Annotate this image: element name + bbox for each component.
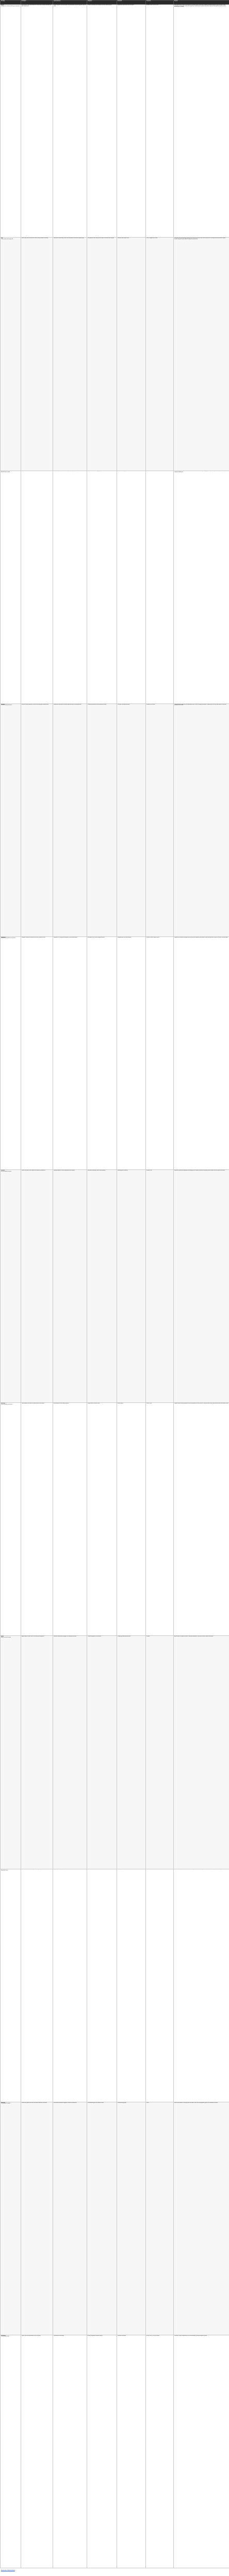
cell-framework: EU AI Act [146, 1636, 174, 1869]
cell-life-stage [1, 2335, 21, 2568]
cell-remarks: Provide clear information to deployers and end users about capabilities and limitations. Human oversight must be effective in practice, not only on paper. [174, 936, 229, 1169]
stage-title: Development [1, 471, 6, 472]
header-life-stage: Life stage [1, 1, 21, 5]
stage-title: Design [1, 5, 4, 6]
cell-framework: GDPR [146, 2102, 174, 2335]
cell-description: Withdraw the system from service and handle residual data and models. [21, 2102, 53, 2335]
stage-title: Audit [1, 1869, 3, 1870]
cell-life-stage [1, 2102, 21, 2335]
cell-life-stage [1, 1403, 21, 1636]
cell-deliverable: Model card; training logs. [117, 471, 146, 704]
stage-note: Modify or retrain the system [1, 1637, 11, 1638]
cell-life-stage [1, 1636, 21, 1869]
cell-deliverable: Governance framework. [117, 2335, 146, 2568]
cell-framework: EU AI Act; Product Liability Directive [146, 936, 174, 1169]
cell-legal: Accountability for harms; liability exposure. [53, 1403, 87, 1636]
cell-description: Operate the system in real conditions and maintain its performance. [21, 1170, 53, 1403]
cell-description: Source, label, clean and store data used for training, validation and testing. [21, 238, 53, 471]
cell-life-stage [1, 238, 21, 471]
cell-remarks: Data quality and representativeness directly affect fairness and accuracy. Keep records of provenance, licensing and any transformations applied. Sensitive categories require additional safeguards and justification. [174, 238, 229, 471]
stage-title: Data [1, 238, 3, 239]
cell-legal: Registration, CE marking where applicable, user information duties. [53, 936, 87, 1169]
cell-legal: Lawful basis for processing, consent, data minimization and intellectual property rights. [53, 238, 87, 471]
table-row [1, 704, 229, 936]
table-row [1, 238, 229, 471]
cell-deliverable: Monitoring plan; incident log. [117, 1170, 146, 1403]
header-remarks: Remarks [174, 1, 229, 5]
cell-description: Select architecture, train and tune models, and document technical choices. [21, 471, 53, 704]
cell-legal: Demonstrate conformity with essential requirements prior to market placement. [53, 704, 87, 936]
stage-title: Deployment [1, 937, 6, 938]
cell-obligations: Technical documentation; logging capabilities built in. [87, 471, 117, 704]
cell-life-stage [1, 936, 21, 1169]
cell-remarks: Testing should cover edge cases and foreseeable misuse. Where a third-party assessment is required, plan for it early. Keep evidence of every test performed and its results. [174, 704, 229, 936]
table-row [1, 471, 229, 704]
cell-obligations: Conduct a preliminary risk assessment; document intended purpose. [87, 5, 117, 238]
stage-note: Decommission the system [1, 2103, 11, 2104]
table-row [1, 2102, 229, 2335]
cell-remarks: Feedback loops should be designed so that affected persons can raise concerns. Corrective actions must be documented and their effectiveness verified. [174, 1403, 229, 1636]
cell-obligations: Post-market monitoring; serious incident reporting. [87, 1170, 117, 1403]
header-legal: Legal implications [53, 1, 87, 5]
cell-remarks: Document hyperparameters, datasets and evaluation methods. Build traceability and logging into the system design so that outputs can be explained and audited after deployment. [174, 471, 229, 704]
header-description: Description [21, 1, 53, 5]
cell-obligations: Maintain audit trail; cooperate with authorities. [87, 1869, 117, 2102]
cell-obligations: Data governance plan; data protection impact assessment where required. [87, 238, 117, 471]
stage-note: Cross-cutting oversight [1, 2336, 9, 2337]
cell-life-stage [1, 471, 21, 704]
cell-obligations: Change management; re-assessment. [87, 1636, 117, 1869]
cell-obligations: Conformity assessment; bias and robustness testing. [87, 704, 117, 936]
stage-note: Release into the production environment [1, 938, 15, 939]
cell-legal: Organizational accountability. [53, 2335, 87, 2568]
stage-title: Operation [1, 1170, 5, 1171]
cell-framework: ISO/IEC 42001; OECD AI Principles [146, 2335, 174, 2568]
table-row [1, 1403, 229, 1636]
stage-title: Monitoring [1, 1403, 5, 1404]
cell-framework: ISO/IEC 42001; EU AI Act [146, 1869, 174, 2102]
cell-framework: EU AI Act; ISO/IEC 23894 [146, 471, 174, 704]
cell-description: Define purpose, scope and intended use of the AI system, identify stakeholders and gather requirements. [21, 5, 53, 238]
cell-deliverable: Test report; conformity declaration. [117, 704, 146, 936]
cell-life-stage [1, 704, 21, 936]
cell-framework: ISO/IEC 42001 [146, 1403, 174, 1636]
cell-description: Integrate the system into operations and make it available to users. [21, 936, 53, 1169]
header-obligations: Obligations [87, 1, 117, 5]
cell-deliverable: Review reports. [117, 1403, 146, 1636]
header-framework: Framework [146, 1, 174, 5]
cell-framework: GDPR; Copyright law; Data Act [146, 238, 174, 471]
cell-remarks: Ensure secure deletion or archiving of data and models. Inform users and dependent systems of the withdrawal in advance. [174, 2102, 229, 2335]
stage-title: Update [1, 1636, 4, 1637]
cell-remarks: Early-stage decisions shape the legal exposure of the whole lifecycle; involve legal, compliance and domain experts as early as possible. Record assumptions and rationale so they can be reviewed later. Identify whether the system may qualify as high-risk under applicable regulation and plan documentation accordingly. [174, 5, 229, 238]
cell-legal: Ongoing compliance, incident reporting and record keeping. [53, 1170, 87, 1403]
cell-life-stage [1, 5, 21, 238]
stage-title: Retirement [1, 2102, 6, 2103]
cell-obligations: Instructions for use; human oversight measures. [87, 936, 117, 1169]
cell-life-stage [1, 1869, 21, 2102]
cell-legal: Substantial modification may trigger new conformity assessment. [53, 1636, 87, 1869]
cell-framework: EU AI Act; NIS2 [146, 1170, 174, 1403]
stage-note: Conceptualize and define the AI system requirements [1, 6, 20, 7]
table-row [1, 5, 229, 238]
cell-deliverable: Change log; updated documentation. [117, 1636, 146, 1869]
stage-note: Test and evaluate performance [1, 705, 12, 706]
cell-obligations: AI policy; designated responsible persons. [87, 2335, 117, 2568]
cell-deliverable: Deployment plan; user documentation. [117, 936, 146, 1169]
cell-deliverable: Decommissioning report. [117, 2102, 146, 2335]
cell-legal: Supervisory authority requests; access to documentation. [53, 1869, 87, 2102]
back-to-top-link[interactable]: Back to top / Table of contents [1, 2570, 15, 2571]
cell-deliverable: Datasheet; data lineage records. [117, 238, 146, 471]
table-row [1, 1636, 229, 1869]
cell-legal: Transparency and documentation duties; product safety requirements. [53, 471, 87, 704]
header-deliverable: Deliverable [117, 1, 146, 5]
stage-note: Collect, prepare and manage data [1, 239, 13, 240]
cell-remarks: Governance should be proportionate to risk and embedded in existing management systems. [174, 2335, 229, 2568]
cell-legal: Data retention and deletion obligations; contractual commitments. [53, 2102, 87, 2335]
table-header-row [1, 1, 229, 5]
cell-framework: EU AI Act; NIST AI RMF [146, 704, 174, 936]
stage-note: Build and train the model [1, 472, 10, 473]
cell-description: Collect feedback and metrics on system behavior and its impact. [21, 1403, 53, 1636]
cell-obligations: Decommissioning plan; data deletion records. [87, 2102, 117, 2335]
cell-remarks: Audits should verify both technical performance and organizational controls. Prepare documentation to be readily accessible on request. [174, 1869, 229, 2102]
stage-title: Governance [1, 2335, 6, 2336]
cell-remarks: Assess whether an update constitutes a substantial modification. Keep version control of models and datasets. [174, 1636, 229, 1869]
cell-obligations: Periodic review; corrective actions. [87, 1403, 117, 1636]
cell-deliverable: Audit report. [117, 1869, 146, 2102]
table-row [1, 2335, 229, 2568]
stage-note: Independent review [1, 1870, 8, 1871]
cell-life-stage [1, 1170, 21, 1403]
cell-legal: Ensure compliance with data protection, non-discrimination and sector regulations from the outset. [53, 5, 87, 238]
cell-remarks: Monitor drift, performance degradation and emerging risks. Establish a procedure for reporting serious incidents within the required time frames. [174, 1170, 229, 1403]
cell-description: Internal or external audit of the system and its governance. [21, 1869, 53, 2102]
table-row [1, 1170, 229, 1403]
cell-description: Policies, roles and responsibilities across the lifecycle. [21, 2335, 53, 2568]
stage-title: Validation [1, 704, 5, 705]
cell-description: Apply changes to models, data or functionality after deployment. [21, 1636, 53, 1869]
cell-deliverable: Requirements specification; initial risk register. [117, 5, 146, 238]
table-row [1, 936, 229, 1169]
stage-note: Run and maintain the system [1, 1171, 12, 1172]
cell-description: Evaluate accuracy, robustness, fairness and security against defined metrics. [21, 704, 53, 936]
table-row [1, 1869, 229, 2102]
stage-note: Observe behavior and outcomes [1, 1404, 13, 1405]
cell-framework: EU AI Act; GDPR; ISO/IEC 42001 [146, 5, 174, 238]
